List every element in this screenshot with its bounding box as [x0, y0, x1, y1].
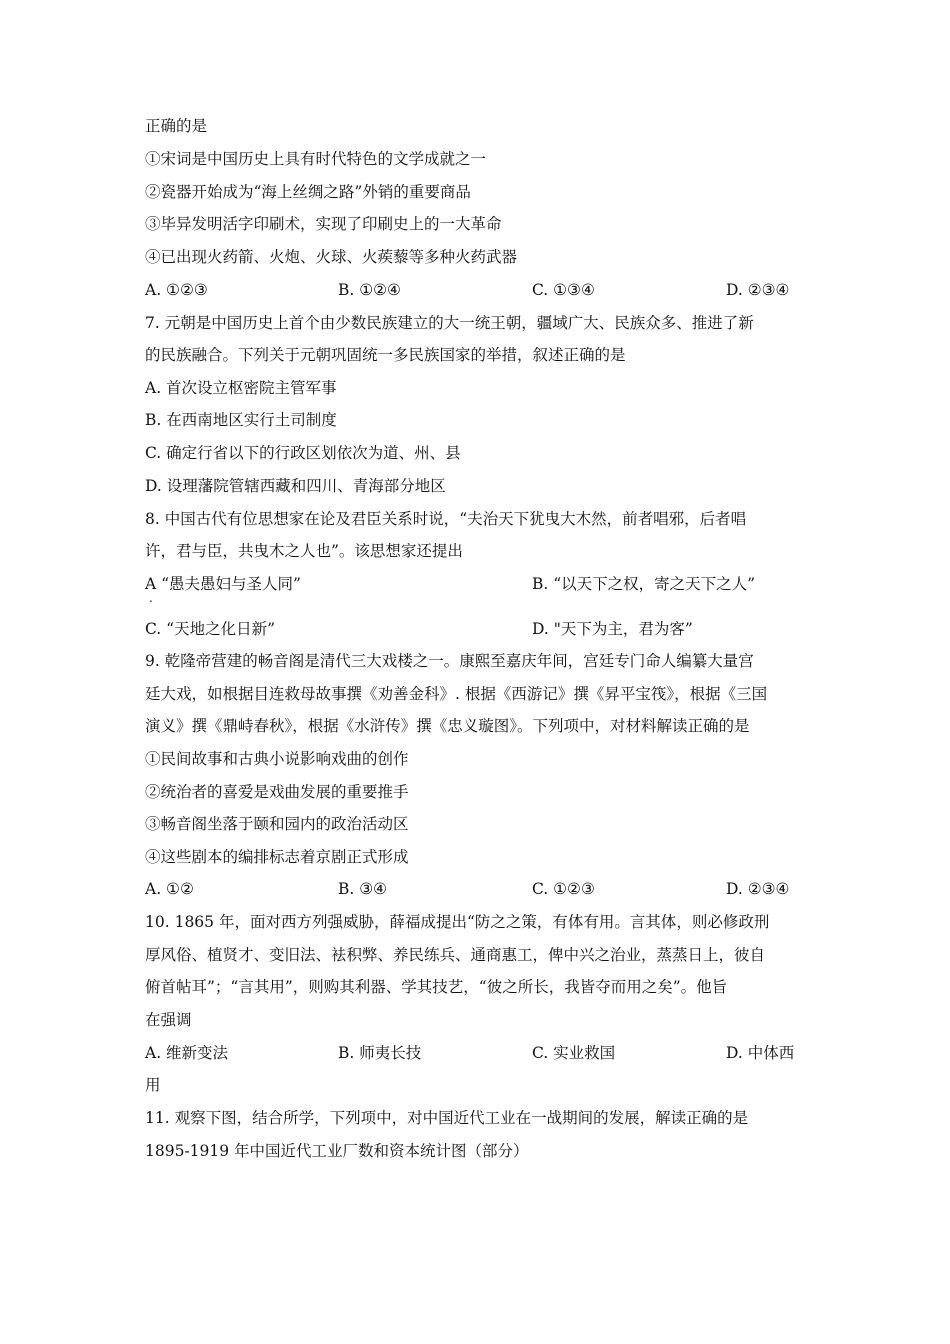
q7-option-b: B. 在西南地区实行土司制度 [145, 411, 337, 429]
q11-figure-caption: 1895-1919 年中国近代工业厂数和资本统计图（部分） [145, 1142, 529, 1160]
q6-option-d: D. ②③④ [726, 281, 790, 299]
q6-item-4: ④已出现火药箭、火炮、火球、火蒺藜等多种火药武器 [145, 248, 518, 266]
q9-item-1: ①民间故事和古典小说影响戏曲的创作 [145, 750, 409, 768]
q8-stem-line-1: 8. 中国古代有位思想家在论及君臣关系时说，“夫治天下犹曳大木然，前者唱邪，后者唱 [145, 510, 747, 528]
q7-option-c: C. 确定行省以下的行政区划依次为道、州、县 [145, 444, 461, 462]
q10-option-d-wrap: 用 [145, 1076, 161, 1094]
q10-option-c: C. 实业救国 [532, 1044, 616, 1062]
q9-option-c: C. ①②③ [532, 880, 595, 898]
q8-option-b: B. “以天下之权，寄之天下之人” [532, 575, 756, 593]
q10-option-d: D. 中体西 [726, 1044, 795, 1062]
q6-option-a: A. ①②③ [145, 281, 208, 299]
q9-stem-line-2: 廷大戏，如根据目连救母故事撰《劝善金科》. 根据《西游记》撰《昇平宝筏》，根据《三国 [145, 685, 768, 703]
q9-option-a: A. ①② [145, 880, 194, 898]
q6-option-b: B. ①②④ [338, 281, 401, 299]
q9-option-b: B. ③④ [338, 880, 388, 898]
q9-item-2: ②统治者的喜爱是戏曲发展的重要推手 [145, 783, 409, 801]
q8-option-c: C. “天地之化日新” [145, 620, 276, 638]
q11-stem: 11. 观察下图，结合所学，下列项中，对中国近代工业在一战期间的发展，解读正确的是 [145, 1109, 749, 1127]
q8-stem-line-2: 许，君与臣，共曳木之人也”。该思想家还提出 [145, 542, 463, 560]
q6-stem-tail: 正确的是 [145, 117, 208, 135]
q6-item-3: ③毕异发明活字印刷术，实现了印刷史上的一大革命 [145, 215, 502, 233]
q9-item-3: ③畅音阁坐落于颐和园内的政治活动区 [145, 815, 409, 833]
q10-stem-line-4: 在强调 [145, 1011, 192, 1029]
q10-stem-line-1: 10. 1865 年，面对西方列强威胁，薛福成提出“防之之策，有体有用。言其体，则必修政刑 [145, 913, 770, 931]
q10-stem-line-2: 厚风俗、植贤才、变旧法、袪积弊、养民练兵、通商惠工，俾中兴之治业，蒸蒸日上，彼自 [145, 946, 766, 964]
q8-option-d: D. "天下为主，君为客” [532, 620, 693, 638]
q6-item-2: ②瓷器开始成为“海上丝绸之路”外销的重要商品 [145, 183, 471, 201]
q6-option-c: C. ①③④ [532, 281, 595, 299]
q10-option-b: B. 师夷长技 [338, 1044, 422, 1062]
q7-stem-line-2: 的民族融合。下列关于元朝巩固统一多民族国家的举措，叙述正确的是 [145, 346, 626, 364]
q6-item-1: ①宋词是中国历史上具有时代特色的文学成就之一 [145, 150, 487, 168]
q8-option-a: A “愚夫愚妇与圣人同” [145, 575, 301, 593]
q9-item-4: ④这些剧本的编排标志着京剧正式形成 [145, 848, 409, 866]
q7-option-a: A. 首次设立枢密院主管军事 [145, 379, 337, 397]
q8-option-a-dot: . [149, 591, 153, 605]
q9-stem-line-1: 9. 乾隆帝营建的畅音阁是清代三大戏楼之一。康熙至嘉庆年间，宫廷专门命人编纂大量宫 [145, 652, 754, 670]
q7-stem-line-1: 7. 元朝是中国历史上首个由少数民族建立的大一统王朝，疆域广大、民族众多、推进了新 [145, 314, 754, 332]
q9-stem-line-3: 演义》撰《鼎峙春秋》，根据《水浒传》撰《忠义璇图》。下列项中，对材料解读正确的是 [145, 717, 750, 735]
q10-stem-line-3: 俯首帖耳”；“言其用”，则购其利器、学其技艺，“彼之所长，我皆夺而用之矣”。他旨 [145, 978, 728, 996]
q9-option-d: D. ②③④ [726, 880, 790, 898]
q10-option-a: A. 维新变法 [145, 1044, 229, 1062]
q7-option-d: D. 设理藩院管辖西藏和四川、青海部分地区 [145, 477, 446, 495]
